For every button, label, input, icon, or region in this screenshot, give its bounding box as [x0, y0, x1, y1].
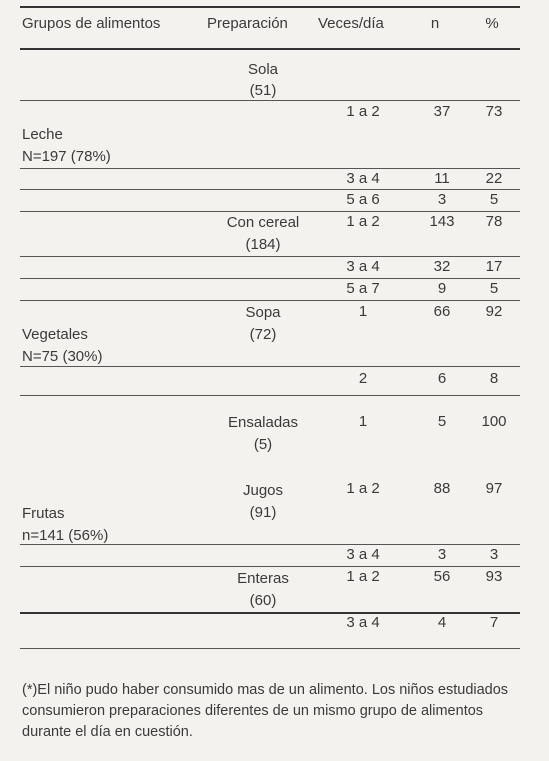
cell-percent: 5 [489, 280, 499, 297]
cell-n: 32 [433, 258, 451, 275]
header-n: n [430, 15, 440, 32]
cell-percent: 22 [485, 170, 503, 187]
cell-times: 1 a 2 [346, 213, 380, 230]
cell-n: 3 [437, 191, 447, 208]
cell-n: 88 [433, 480, 451, 497]
cell-percent: 5 [489, 191, 499, 208]
prep-count: (72) [249, 326, 277, 343]
group-count: n=141 (56%) [22, 527, 109, 544]
cell-n: 5 [437, 413, 447, 430]
prep-count: (184) [245, 236, 281, 253]
prep-name: Sola [247, 61, 279, 78]
cell-percent: 78 [485, 213, 503, 230]
prep-name: Enteras [237, 570, 289, 587]
prep-name: Jugos [242, 482, 284, 499]
cell-times: 1 a 2 [346, 480, 380, 497]
cell-n: 37 [433, 103, 451, 120]
prep-count: (51) [249, 82, 277, 99]
table-top-rule [20, 6, 520, 8]
cell-times: 1 a 2 [346, 568, 380, 585]
cell-percent: 3 [489, 546, 499, 563]
cell-n: 9 [437, 280, 447, 297]
cell-times: 3 a 4 [346, 258, 380, 275]
cell-times: 1 [358, 303, 368, 320]
cell-percent: 7 [489, 614, 499, 631]
group-name: Frutas [22, 505, 65, 522]
prep-count: (60) [249, 592, 277, 609]
prep-count: (5) [253, 436, 273, 453]
group-name: Vegetales [22, 326, 88, 343]
cell-times: 5 a 6 [346, 191, 380, 208]
cell-percent: 100 [481, 413, 507, 430]
table-bottom-rule [20, 648, 520, 649]
group-count: N=75 (30%) [22, 348, 103, 365]
header-group: Grupos de alimentos [22, 15, 161, 32]
group-name: Leche [22, 126, 63, 143]
cell-percent: 73 [485, 103, 503, 120]
cell-n: 11 [434, 170, 450, 187]
group-count: N=197 (78%) [22, 148, 111, 165]
header-preparation: Preparación [207, 15, 288, 32]
cell-n: 143 [429, 213, 455, 230]
table-footnote: (*)El niño pudo haber consumido mas de un alimento. Los niños estudiados consumieron preparaciones diferentes de un mismo grupo de alimentos durante el día en cuestión. [22, 682, 509, 740]
cell-times: 1 a 2 [346, 103, 380, 120]
prep-name: Sopa [245, 304, 281, 321]
cell-times: 2 [358, 370, 368, 387]
cell-times: 1 [358, 413, 368, 430]
cell-n: 4 [437, 614, 447, 631]
cell-times: 5 a 7 [346, 280, 380, 297]
cell-times: 3 a 4 [346, 170, 380, 187]
cell-n: 3 [437, 546, 447, 563]
cell-n: 66 [433, 303, 451, 320]
cell-percent: 93 [485, 568, 503, 585]
prep-count: (91) [249, 504, 277, 521]
cell-percent: 97 [485, 480, 503, 497]
prep-name: Ensaladas [227, 414, 299, 431]
cell-percent: 17 [485, 258, 503, 275]
cell-times: 3 a 4 [346, 614, 380, 631]
header-bottom-rule [20, 48, 520, 50]
cell-n: 56 [433, 568, 451, 585]
row-divider [20, 395, 520, 396]
cell-percent: 92 [485, 303, 503, 320]
header-times-per-day: Veces/día [318, 15, 384, 32]
cell-n: 6 [437, 370, 447, 387]
header-percent: % [485, 15, 499, 32]
cell-percent: 8 [489, 370, 499, 387]
cell-times: 3 a 4 [346, 546, 380, 563]
prep-name: Con cereal [226, 214, 300, 231]
